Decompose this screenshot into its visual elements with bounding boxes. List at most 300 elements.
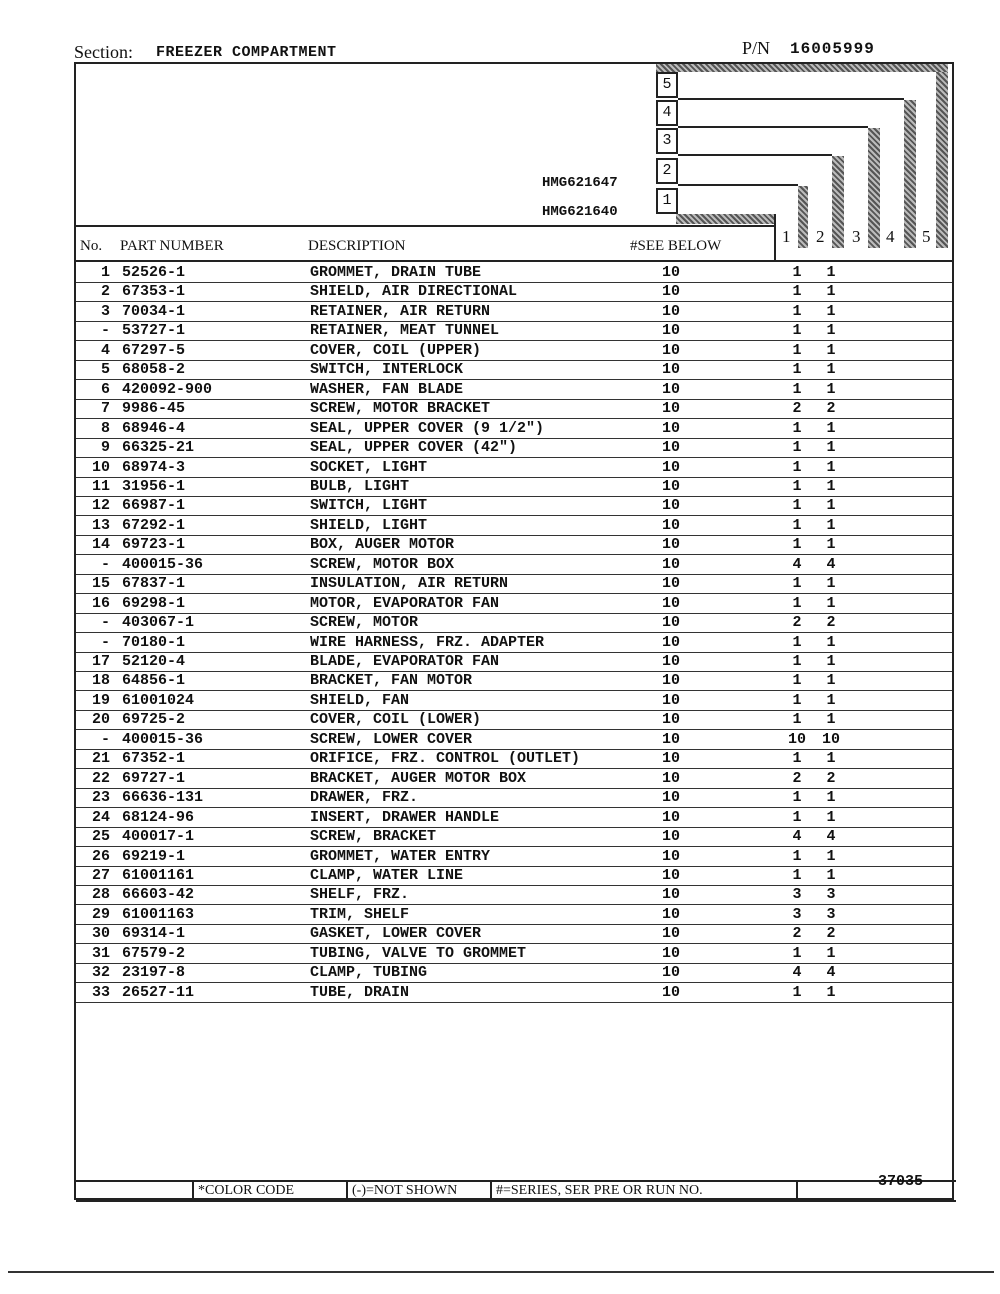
row-series: 10 [662,847,681,865]
row-qty-model-1: 1 [792,750,802,768]
row-description: CLAMP, WATER LINE [310,866,464,884]
row-series: 10 [662,361,681,379]
row-item-number: 5 [100,361,110,379]
row-qty-model-2: 2 [826,925,836,943]
row-qty-model-2: 1 [826,847,836,865]
row-qty-model-1: 1 [792,808,802,826]
row-item-number: 28 [91,886,110,904]
row-item-number: 31 [91,944,110,962]
header-divider [74,225,774,227]
row-qty-model-2: 1 [826,750,836,768]
row-part-number: 61001163 [122,905,195,923]
row-qty-model-1: 1 [792,458,802,476]
document-number: 37035 [878,1173,924,1190]
row-qty-model-2: 2 [826,769,836,787]
row-qty-model-1: 1 [792,380,802,398]
footer-legend [76,1180,956,1202]
row-item-number: 15 [91,575,110,593]
row-part-number: 53727-1 [122,322,186,340]
row-series: 10 [662,614,681,632]
row-part-number: 400017-1 [122,828,195,846]
row-description: WIRE HARNESS, FRZ. ADAPTER [310,633,545,651]
row-part-number: 67579-2 [122,944,186,962]
row-qty-model-1: 1 [792,497,802,515]
row-item-number: 21 [91,750,110,768]
row-qty-model-2: 1 [826,691,836,709]
table-row [76,867,952,886]
table-row [76,400,952,419]
table-row [76,828,952,847]
row-description: SCREW, LOWER COVER [310,730,473,748]
row-item-number: 30 [91,925,110,943]
row-part-number: 61001024 [122,691,195,709]
row-series: 10 [662,905,681,923]
row-series: 10 [662,516,681,534]
row-qty-model-1: 1 [792,633,802,651]
row-part-number: 400015-36 [122,730,204,748]
row-part-number: 69727-1 [122,769,186,787]
row-part-number: 69725-2 [122,711,186,729]
row-part-number: 67297-5 [122,341,186,359]
row-qty-model-2: 1 [826,458,836,476]
section-label: Section: [74,42,133,62]
row-series: 10 [662,497,681,515]
footer-series-note: #=SERIES, SER PRE OR RUN NO. [496,1183,703,1198]
row-item-number: 19 [91,691,110,709]
row-description: RETAINER, MEAT TUNNEL [310,322,500,340]
row-description: BOX, AUGER MOTOR [310,536,455,554]
row-series: 10 [662,983,681,1001]
row-qty-model-2: 1 [826,439,836,457]
model-col-1: 1 [782,227,791,246]
row-qty-model-1: 1 [792,847,802,865]
row-qty-model-2: 1 [826,575,836,593]
row-qty-model-1: 1 [792,341,802,359]
table-row [76,964,952,983]
row-qty-model-1: 1 [792,283,802,301]
table-row [76,653,952,672]
row-series: 10 [662,477,681,495]
row-description: GROMMET, DRAIN TUBE [310,264,482,281]
table-row [76,342,952,361]
series-bar-1 [798,186,808,248]
row-qty-model-1: 1 [792,361,802,379]
part-number-label: P/N [742,38,771,58]
row-qty-model-2: 1 [826,380,836,398]
row-series: 10 [662,536,681,554]
row-part-number: 70180-1 [122,633,186,651]
row-series: 10 [662,400,681,418]
col-header-description: DESCRIPTION [308,238,406,254]
row-part-number: 66636-131 [122,789,204,807]
row-item-number: 13 [91,516,110,534]
row-item-number: 3 [100,302,110,320]
row-item-number: 26 [91,847,110,865]
table-row [76,750,952,769]
row-description: WASHER, FAN BLADE [310,380,464,398]
row-qty-model-2: 4 [826,828,836,846]
table-row [76,848,952,867]
part-number-value: 16005999 [790,40,875,58]
table-row [76,322,952,341]
row-qty-model-2: 1 [826,497,836,515]
row-item-number: - [100,555,110,573]
row-item-number: 24 [91,808,110,826]
row-qty-model-2: 1 [826,264,836,281]
row-series: 10 [662,769,681,787]
table-row [76,420,952,439]
row-series: 10 [662,380,681,398]
row-description: SEAL, UPPER COVER (9 1/2") [310,419,545,437]
table-row [76,497,952,516]
table-row [76,536,952,555]
row-description: COVER, COIL (LOWER) [310,711,482,729]
table-row [76,731,952,750]
row-part-number: 66603-42 [122,886,195,904]
row-underline [76,1002,952,1003]
model-number-2: HMG621640 [542,204,618,220]
row-qty-model-1: 1 [792,944,802,962]
row-qty-model-2: 1 [826,944,836,962]
row-qty-model-1: 1 [792,789,802,807]
row-description: CLAMP, TUBING [310,964,428,982]
row-qty-model-1: 1 [792,672,802,690]
series-bar-4 [904,100,916,248]
row-qty-model-2: 1 [826,633,836,651]
row-qty-model-1: 3 [792,905,802,923]
row-qty-model-2: 1 [826,672,836,690]
row-qty-model-2: 1 [826,711,836,729]
table-row [76,809,952,828]
column-header-divider [74,260,954,262]
row-part-number: 66987-1 [122,497,186,515]
row-description: MOTOR, EVAPORATOR FAN [310,594,500,612]
row-series: 10 [662,750,681,768]
series-box-4: 4 [656,100,678,126]
row-series: 10 [662,808,681,826]
table-row [76,945,952,964]
row-item-number: 22 [91,769,110,787]
row-part-number: 9986-45 [122,400,186,418]
series-bar-2 [832,156,844,248]
row-series: 10 [662,789,681,807]
row-series: 10 [662,691,681,709]
row-item-number: 14 [91,536,110,554]
row-qty-model-2: 1 [826,341,836,359]
row-series: 10 [662,944,681,962]
row-item-number: 32 [91,964,110,982]
row-qty-model-1: 1 [792,983,802,1001]
row-item-number: 27 [91,866,110,884]
row-item-number: 1 [100,264,110,281]
row-part-number: 68974-3 [122,458,186,476]
row-item-number: 33 [91,983,110,1001]
row-part-number: 403067-1 [122,614,195,632]
row-qty-model-1: 1 [792,439,802,457]
table-row [76,595,952,614]
row-qty-model-2: 1 [826,283,836,301]
row-item-number: 20 [91,711,110,729]
row-series: 10 [662,672,681,690]
row-description: SCREW, MOTOR [310,614,419,632]
row-qty-model-1: 4 [792,555,802,573]
row-part-number: 67352-1 [122,750,186,768]
row-qty-model-2: 1 [826,302,836,320]
row-part-number: 26527-11 [122,983,195,1001]
row-qty-model-1: 1 [792,536,802,554]
table-row [76,906,952,925]
row-part-number: 70034-1 [122,302,186,320]
series-box-1: 1 [656,188,678,214]
row-series: 10 [662,575,681,593]
row-item-number: - [100,614,110,632]
row-qty-model-2: 3 [826,886,836,904]
row-series: 10 [662,653,681,670]
row-item-number: 10 [91,458,110,476]
table-row [76,303,952,322]
row-qty-model-1: 2 [792,400,802,418]
table-row [76,789,952,808]
row-part-number: 69723-1 [122,536,186,554]
row-description: BULB, LIGHT [310,477,410,495]
row-description: TUBE, DRAIN [310,983,410,1001]
col-header-see-below: #SEE BELOW [630,238,722,254]
row-qty-model-1: 2 [792,769,802,787]
row-qty-model-1: 4 [792,964,802,982]
row-part-number: 68946-4 [122,419,186,437]
series-bar-5 [936,64,948,248]
row-qty-model-2: 1 [826,808,836,826]
table-row [76,459,952,478]
table-row [76,575,952,594]
row-qty-model-1: 4 [792,828,802,846]
row-item-number: 25 [91,828,110,846]
table-row [76,264,952,283]
series-bar-3 [868,128,880,248]
row-description: SCREW, BRACKET [310,828,437,846]
row-part-number: 68124-96 [122,808,195,826]
row-qty-model-2: 3 [826,905,836,923]
row-qty-model-2: 1 [826,866,836,884]
row-qty-model-2: 2 [826,614,836,632]
row-description: SEAL, UPPER COVER (42") [310,439,518,457]
row-qty-model-2: 1 [826,516,836,534]
row-item-number: 17 [91,653,110,670]
table-row [76,478,952,497]
series-base-hatch [676,214,776,224]
model-col-4: 4 [886,227,895,246]
col-header-part-number: PART NUMBER [120,238,224,254]
table-row [76,556,952,575]
row-part-number: 23197-8 [122,964,186,982]
table-row [76,711,952,730]
row-qty-model-1: 1 [792,653,802,670]
row-series: 10 [662,264,681,281]
table-row [76,361,952,380]
row-qty-model-2: 1 [826,653,836,670]
row-series: 10 [662,322,681,340]
row-series: 10 [662,458,681,476]
row-part-number: 64856-1 [122,672,186,690]
row-description: GASKET, LOWER COVER [310,925,482,943]
row-series: 10 [662,866,681,884]
row-series: 10 [662,555,681,573]
row-item-number: 7 [100,400,110,418]
row-series: 10 [662,419,681,437]
table-row [76,692,952,711]
row-description: RETAINER, AIR RETURN [310,302,491,320]
row-part-number: 68058-2 [122,361,186,379]
row-qty-model-2: 1 [826,419,836,437]
table-row [76,886,952,905]
row-part-number: 420092-900 [122,380,213,398]
row-item-number: 9 [100,439,110,457]
row-qty-model-1: 1 [792,866,802,884]
row-item-number: 12 [91,497,110,515]
row-item-number: - [100,730,110,748]
table-row [76,925,952,944]
row-description: SOCKET, LIGHT [310,458,428,476]
row-qty-model-1: 2 [792,925,802,943]
row-qty-model-1: 2 [792,614,802,632]
row-description: DRAWER, FRZ. [310,789,419,807]
row-qty-model-2: 1 [826,322,836,340]
table-row [76,517,952,536]
row-series: 10 [662,828,681,846]
table-row [76,381,952,400]
table-row [76,672,952,691]
row-part-number: 61001161 [122,866,195,884]
model-col-5: 5 [922,227,931,246]
row-qty-model-2: 4 [826,555,836,573]
row-description: BRACKET, FAN MOTOR [310,672,473,690]
row-item-number: 6 [100,380,110,398]
row-part-number: 67837-1 [122,575,186,593]
row-series: 10 [662,341,681,359]
row-qty-model-2: 1 [826,594,836,612]
row-description: SHELF, FRZ. [310,886,410,904]
row-part-number: 67353-1 [122,283,186,301]
row-description: TUBING, VALVE TO GROMMET [310,944,527,962]
row-item-number: 8 [100,419,110,437]
row-qty-model-1: 1 [792,594,802,612]
row-qty-model-1: 1 [792,711,802,729]
section-title: FREEZER COMPARTMENT [156,44,337,61]
row-part-number: 52526-1 [122,264,186,281]
row-series: 10 [662,886,681,904]
row-qty-model-1: 1 [792,322,802,340]
row-description: SWITCH, INTERLOCK [310,361,464,379]
row-description: SHIELD, LIGHT [310,516,428,534]
table-row [76,283,952,302]
row-part-number: 69298-1 [122,594,186,612]
row-description: TRIM, SHELF [310,905,410,923]
row-part-number: 67292-1 [122,516,186,534]
row-part-number: 69314-1 [122,925,186,943]
table-row [76,614,952,633]
row-series: 10 [662,925,681,943]
model-col-2: 2 [816,227,825,246]
row-qty-model-1: 1 [792,477,802,495]
row-description: SHIELD, FAN [310,691,410,709]
row-item-number: 2 [100,283,110,301]
row-series: 10 [662,711,681,729]
series-box-3: 3 [656,128,678,154]
row-item-number: 29 [91,905,110,923]
row-item-number: - [100,322,110,340]
row-description: INSULATION, AIR RETURN [310,575,509,593]
row-part-number: 31956-1 [122,477,186,495]
row-qty-model-1: 1 [792,264,802,281]
row-item-number: 23 [91,789,110,807]
row-series: 10 [662,283,681,301]
page-bottom-rule [8,1271,994,1273]
row-description: COVER, COIL (UPPER) [310,341,482,359]
row-item-number: 16 [91,594,110,612]
row-description: ORIFICE, FRZ. CONTROL (OUTLET) [310,750,581,768]
footer-not-shown: (-)=NOT SHOWN [352,1183,458,1198]
series-top-hatch [656,64,948,72]
row-part-number: 66325-21 [122,439,195,457]
series-box-2: 2 [656,158,678,184]
row-description: INSERT, DRAWER HANDLE [310,808,500,826]
row-description: BRACKET, AUGER MOTOR BOX [310,769,527,787]
row-qty-model-1: 1 [792,691,802,709]
row-item-number: - [100,633,110,651]
row-qty-model-2: 1 [826,361,836,379]
row-description: SCREW, MOTOR BOX [310,555,455,573]
model-col-3: 3 [852,227,861,246]
table-row [76,770,952,789]
row-description: SWITCH, LIGHT [310,497,428,515]
row-part-number: 52120-4 [122,653,186,670]
row-qty-model-1: 1 [792,419,802,437]
row-item-number: 4 [100,341,110,359]
row-qty-model-2: 10 [821,730,840,748]
row-qty-model-1: 1 [792,302,802,320]
row-part-number: 400015-36 [122,555,204,573]
row-series: 10 [662,302,681,320]
row-series: 10 [662,964,681,982]
table-row [76,634,952,653]
row-qty-model-2: 1 [826,983,836,1001]
row-qty-model-1: 10 [787,730,806,748]
row-item-number: 11 [91,477,110,495]
row-item-number: 18 [91,672,110,690]
row-series: 10 [662,439,681,457]
row-part-number: 69219-1 [122,847,186,865]
footer-color-code: *COLOR CODE [198,1183,295,1198]
series-box-5: 5 [656,72,678,98]
row-qty-model-2: 1 [826,536,836,554]
row-qty-model-2: 4 [826,964,836,982]
row-qty-model-2: 1 [826,789,836,807]
row-description: SHIELD, AIR DIRECTIONAL [310,283,518,301]
col-header-no: No. [80,238,103,254]
model-number-1: HMG621647 [542,175,618,191]
row-qty-model-1: 3 [792,886,802,904]
row-qty-model-2: 2 [826,400,836,418]
row-description: GROMMET, WATER ENTRY [310,847,491,865]
row-series: 10 [662,730,681,748]
table-row [76,439,952,458]
row-qty-model-1: 1 [792,516,802,534]
row-series: 10 [662,594,681,612]
row-description: BLADE, EVAPORATOR FAN [310,653,500,670]
row-series: 10 [662,633,681,651]
table-row [76,984,952,1003]
row-description: SCREW, MOTOR BRACKET [310,400,491,418]
